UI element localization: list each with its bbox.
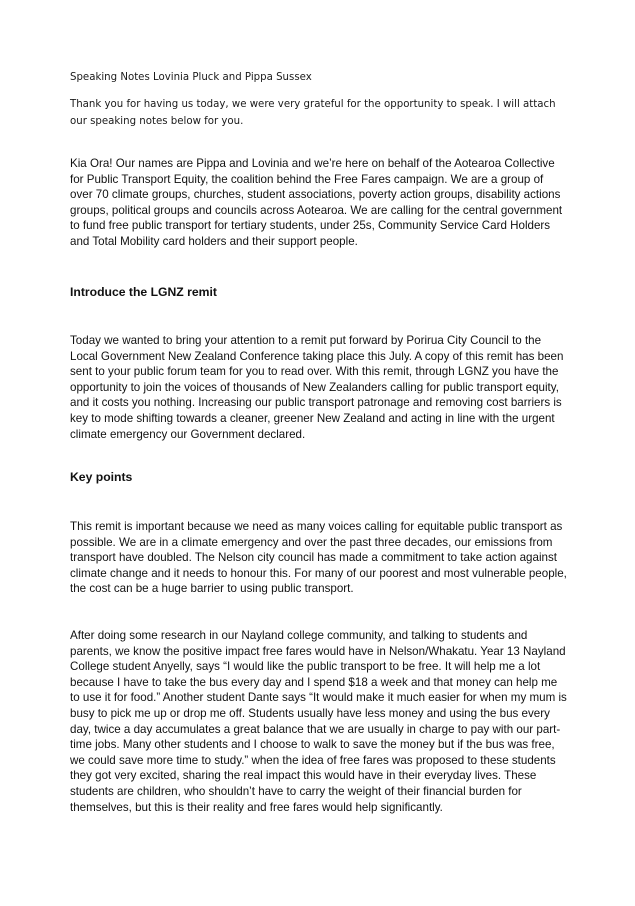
section-heading-lgnz-remit: Introduce the LGNZ remit — [70, 285, 217, 299]
remit-paragraph: Today we wanted to bring your attention to a remit put forward by Porirua City Council to the Local Government New Zealand Conference taking place this July. A copy of this remit has been sent to your public forum team for you to read over. With this remit, through LGNZ you have the opportunity to join the voices of thousands of New Zealanders calling for public transport equity, and it costs you nothing. Increasing our public transport patronage and removing cost barriers is key to mode shifting towards a cleaner, greener New Zealand and acting in line with the urgent climate emergency our Government declared. — [70, 334, 564, 441]
research-paragraph: After doing some research in our Nayland college community, and talking to students and parents, we know the positive impact free fares would have in Nelson/Whakatu. Year 13 Nayland College student Anyelly, says “I would like the public transport to be free. It will help me a lot because I have to take the bus every day and I spend $18 a week and that money can help me to use it for food.” Another student Dante says “It would make it much easier for when my mum is busy to pick me up or drop me off. Students usually have less money and using the bus every day, twice a day accumulates a great balance that we are usually in charge to pay with our part-time jobs. Many other students and I choose to walk to save the money but if the bus was free, we could save more time to study.” when the idea of free fares was proposed to these students they got very excited, sharing the real impact this would have in their everyday lives. These students are children, who shouldn’t have to carry the weight of their financial burden for themselves, but this is their reality and free fares would help significantly. — [70, 629, 567, 814]
importance-paragraph: This remit is important because we need as many voices calling for equitable public transport as possible. We are in a climate emergency and over the past three decades, our emissions from transport have doubled. The Nelson city council has made a commitment to take action against climate change and it needs to honour this. For many of our poorest and most vulnerable people, the cost can be a huge barrier to using public transport. — [70, 520, 567, 596]
introduction-paragraph: Kia Ora! Our names are Pippa and Lovinia and we’re here on behalf of the Aotearoa Collective for Public Transport Equity, the coalition behind the Free Fares campaign. We are a group of over 70 climate groups, churches, student associations, poverty action groups, disability actions groups, political groups and councils across Aotearoa. We are calling for the central government to fund free public transport for tertiary students, under 25s, Community Service Card Holders and Total Mobility card holders and their support people. — [70, 157, 563, 248]
section-heading-key-points: Key points — [70, 470, 133, 484]
intro-thanks-paragraph: Thank you for having us today, we were very grateful for the opportunity to speak. I will attach our speaking notes below for you. — [70, 99, 556, 127]
document-title: Speaking Notes Lovinia Pluck and Pippa Sussex — [70, 72, 312, 83]
